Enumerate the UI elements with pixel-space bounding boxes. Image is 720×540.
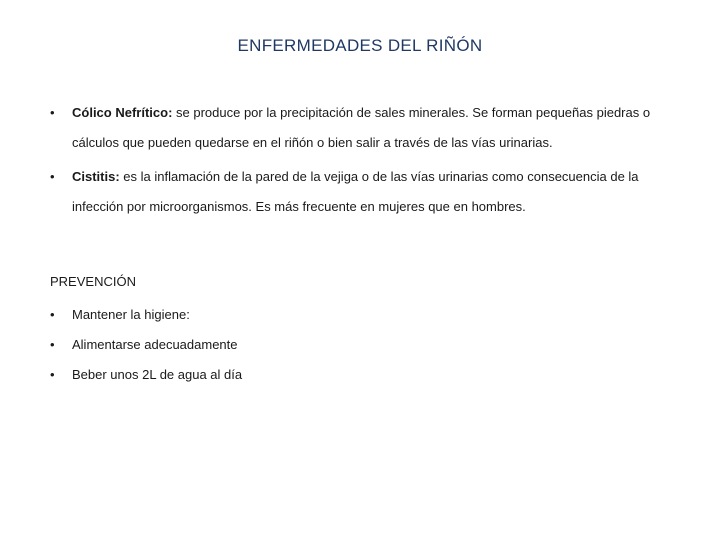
disease-description: es la inflamación de la pared de la vejiga o de las vías urinarias como consecuencia de la infección por microorganismos. Es más frecuente en mujeres que en hombres. [72, 169, 639, 214]
bullet-icon: • [50, 105, 55, 120]
bullet-icon: • [50, 367, 55, 382]
bullet-icon: • [50, 337, 55, 352]
prevention-heading: PREVENCIÓN [50, 274, 136, 289]
list-item [0, 330, 720, 360]
list-item [0, 360, 720, 390]
disease-name: Cólico Nefrítico: [72, 105, 173, 120]
list-item [0, 162, 720, 222]
page-title: ENFERMEDADES DEL RIÑÓN [237, 36, 483, 55]
list-item [0, 300, 720, 330]
prevention-item: Beber unos 2L de agua al día [72, 367, 243, 382]
list-item [0, 98, 720, 158]
bullet-icon: • [50, 169, 55, 184]
disease-list [0, 98, 720, 226]
disease-description: se produce por la precipitación de sales minerales. Se forman pequeñas piedras o cálculos que pueden quedarse en el riñón o bien salir a través de las vías urinarias. [72, 105, 651, 150]
prevention-item: Mantener la higiene: [72, 307, 190, 322]
bullet-icon: • [50, 307, 55, 322]
prevention-list [0, 300, 720, 390]
prevention-item: Alimentarse adecuadamente [72, 337, 238, 352]
disease-name: Cistitis: [72, 169, 120, 184]
